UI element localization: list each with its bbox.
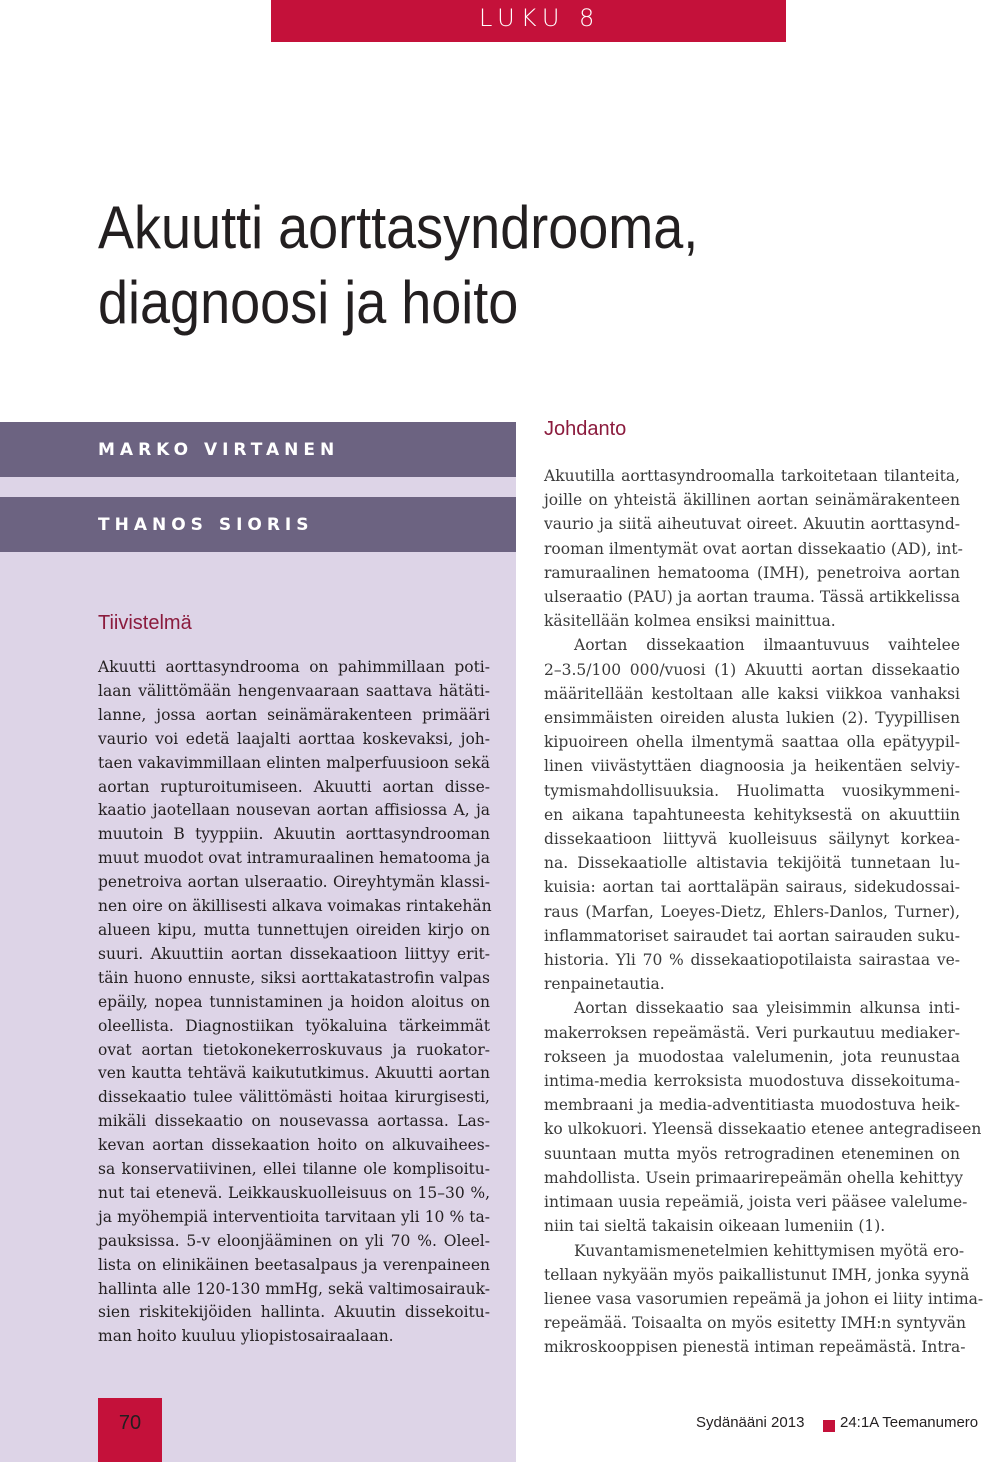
- journal-name: Sydänääni 2013: [696, 1414, 805, 1431]
- text-line: mikroskooppisen pienestä intiman repeämästä. Intra-: [544, 1338, 966, 1357]
- text-line: Akuutilla aorttasyndroomalla tarkoitetaan tilanteita,: [544, 467, 960, 485]
- text-line: intima-media kerroksista muodostuva dissekoituma-: [544, 1072, 960, 1091]
- text-line: ja myöhempiä interventioita tarvitaan yli 10 % ta-: [98, 1207, 490, 1226]
- text-line: tymismahdollisuuksia. Huolimatta vuosikymmeni-: [544, 781, 960, 800]
- text-line: hallinta alle 120-130 mmHg, sekä valtimosairauk-: [98, 1279, 490, 1298]
- text-line: niin tai sieltä takaisin oikeaan lumeniin (1).: [544, 1217, 886, 1236]
- title-line: diagnoosi ja hoito: [98, 269, 519, 336]
- text-line: joille on yhteistä äkillinen aortan seinämärakenteen: [544, 491, 960, 510]
- author-name: MARKO VIRTANEN: [98, 440, 340, 460]
- text-line: kuisia: aortan tai aorttaläpän sairaus, sidekudossai-: [544, 878, 960, 897]
- text-line: rooman ilmentymät ovat aortan dissekaatio (AD), int-: [544, 539, 963, 558]
- footer-square: [823, 1420, 835, 1432]
- intro-text: [544, 464, 983, 1360]
- text-line: suuri. Akuuttiin aortan dissekaatioon liittyy erit-: [98, 944, 490, 963]
- chapter-banner: [271, 0, 786, 42]
- text-line: mahdollista. Usein primaarirepeämän ohella kehittyy: [544, 1168, 964, 1187]
- text-line: oleellista. Diagnostiikan työkaluina tärkeimmät: [98, 1016, 490, 1035]
- text-line: aortan rupturoitumiseen. Akuutti aortan disse-: [98, 777, 490, 796]
- text-line: sa konservatiivinen, ellei tilanne ole komplisoitu-: [98, 1160, 490, 1179]
- text-line: ulseraatio (PAU) ja aortan trauma. Tässä artikkelissa: [544, 588, 960, 607]
- text-line: täin huono ennuste, siksi aorttakatastrofin valpas: [98, 968, 490, 987]
- text-line: repeämää. Toisaalta on myös esitetty IMH:n syntyvän: [544, 1314, 967, 1333]
- text-line: epäily, nopea tunnistaminen ja hoidon aloitus on: [98, 992, 490, 1011]
- article-title: [98, 190, 836, 340]
- text-line: membraani ja media-adventitiasta muodostuva heik-: [544, 1096, 960, 1115]
- text-line: määritellään kestoltaan alle kaksi viikkoa vanhaksi: [544, 684, 960, 703]
- text-line: dissekaatioon liittyvä kuolleisuus säilynyt korkea-: [544, 830, 960, 849]
- text-line: tellaan nykyään myös paikallistunut IMH, jonka syynä: [544, 1265, 970, 1284]
- title-line: Akuutti aorttasyndrooma,: [98, 194, 699, 261]
- text-line: na. Dissekaatiolle altistavia tekijöitä tunnetaan lu-: [544, 854, 960, 873]
- text-line: alueen kipu, mutta tunnettujen oireiden kirjo on: [98, 920, 490, 939]
- text-line: laan välittömään hengenvaaraan saattava hätäti-: [98, 681, 490, 700]
- text-line: ovat aortan tietokonekerroskuvaus ja ruokator-: [98, 1040, 490, 1059]
- journal-issue: 24:1A Teemanumero: [840, 1414, 979, 1431]
- page-number: 70: [118, 1412, 142, 1434]
- text-line: lista on elinikäinen beetasalpaus ja verenpaineen: [98, 1255, 490, 1274]
- text-line: Akuutti aorttasyndrooma on pahimmillaan poti-: [98, 658, 490, 676]
- text-line: käsitellään kolmea ensiksi mainittua.: [544, 612, 836, 631]
- text-line: en aikana tapahtuneesta kehityksestä on akuuttiin: [544, 805, 960, 824]
- text-line: penetroiva aortan ulseraatio. Oireyhtymän klassi-: [98, 873, 490, 892]
- text-line: 2–3.5/100 000/vuosi (1) Akuutti aortan dissekaatio: [544, 660, 960, 679]
- text-line: ven kautta tehtävä kaikututkimus. Akuutti aortan: [98, 1064, 490, 1083]
- text-line: kaatio jaotellaan nousevan aortan affisiossa A, ja: [98, 801, 490, 820]
- text-line: sien riskitekijöiden hallinta. Akuutin dissekoitu-: [98, 1303, 490, 1322]
- text-line: linen viivästyttäen diagnoosia ja heikentäen selviy-: [544, 757, 960, 776]
- text-line: intimaan uusia repeämiä, joista veri pääsee valelume-: [544, 1193, 968, 1212]
- text-line: ko ulkokuori. Yleensä dissekaatio etenee antegradiseen: [544, 1120, 982, 1139]
- chapter-label: LUKU 8: [479, 4, 601, 32]
- text-line: muutoin B tyyppiin. Akuutin aorttasyndrooman: [98, 825, 490, 844]
- abstract-heading: Tiivistelmä: [98, 612, 192, 634]
- text-line: muut muodot ovat intramuraalinen hematooma ja: [98, 849, 490, 868]
- text-line: man hoito kuuluu yliopistosairaalaan.: [98, 1327, 394, 1346]
- text-line: lienee vasa vasorumien repeämä ja johon ei liity intima-: [544, 1289, 983, 1308]
- text-line: ensimmäisten oireiden alusta lukien (2). Tyypillisen: [544, 709, 960, 728]
- text-line: taen vakavimmillaan elinten malperfuusioon sekä: [98, 753, 490, 772]
- text-line: ramuraalinen hematooma (IMH), penetroiva aortan: [544, 563, 960, 582]
- text-line: nut tai etenevä. Leikkauskuolleisuus on 15–30 %,: [98, 1183, 490, 1202]
- text-line: Aortan dissekaation ilmaantuvuus vaihtelee: [574, 636, 960, 655]
- text-line: vaurio ja siitä aiheutuvat oireet. Akuutin aorttasynd-: [544, 515, 960, 534]
- text-line: suuntaan mutta myös retrogradinen eteneminen on: [544, 1144, 960, 1163]
- text-line: raus (Marfan, Loeyes-Dietz, Ehlers-Danlos, Turner),: [544, 902, 960, 921]
- text-line: mikäli dissekaatio on nousevassa aortassa. Las-: [98, 1112, 490, 1131]
- text-line: kevan aortan dissekaation hoito on alkuvaihees-: [98, 1136, 490, 1155]
- text-line: pauksissa. 5-v eloonjääminen on yli 70 %. Oleel-: [98, 1231, 490, 1250]
- text-line: historia. Yli 70 % dissekaatiopotilaista sairastaa ve-: [544, 951, 960, 970]
- text-line: lanne, jossa aortan seinämärakenteen primääri: [98, 705, 490, 724]
- text-line: makerroksen repeämästä. Veri purkautuu mediaker-: [544, 1023, 960, 1042]
- abstract-text: [98, 656, 490, 1349]
- text-line: nen oire on äkillisesti alkava voimakas rintakehän: [98, 897, 492, 916]
- text-line: vaurio voi edetä laajalti aorttaa koskevaksi, joh-: [98, 729, 490, 748]
- text-line: inflammatoriset sairaudet tai aortan sairauden suku-: [544, 926, 960, 945]
- text-line: Aortan dissekaatio saa yleisimmin alkunsa inti-: [574, 999, 960, 1018]
- author-name: THANOS SIORIS: [98, 515, 314, 535]
- intro-heading: Johdanto: [544, 418, 627, 440]
- text-line: Kuvantamismenetelmien kehittymisen myötä ero-: [574, 1241, 965, 1260]
- text-line: renpainetautia.: [544, 975, 665, 994]
- text-line: kipuoireen ohella ilmentymä saattaa olla epätyypil-: [544, 733, 960, 752]
- text-line: dissekaatio tulee välittömästi hoitaa kirurgisesti,: [98, 1088, 490, 1107]
- text-line: rokseen ja muodostaa valelumenin, jota reunustaa: [544, 1047, 960, 1066]
